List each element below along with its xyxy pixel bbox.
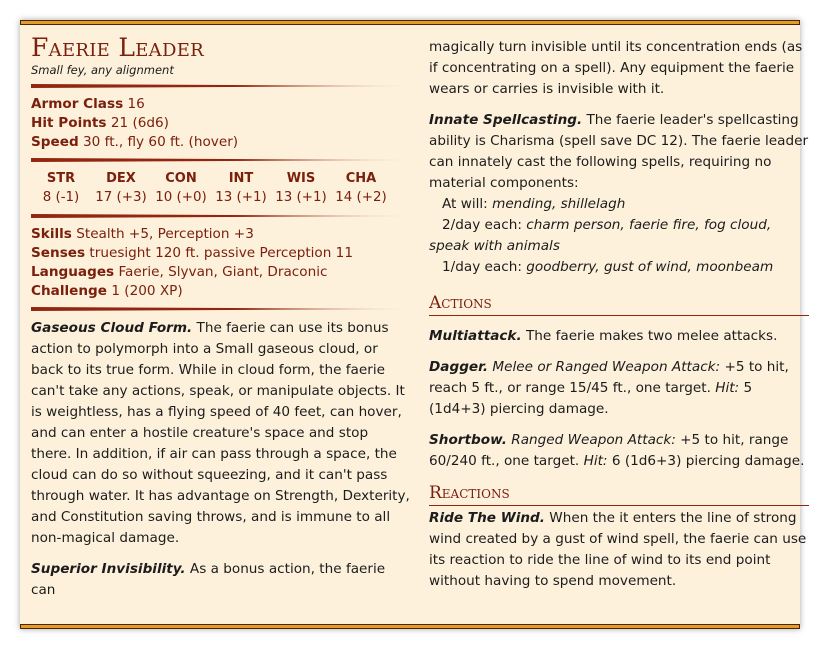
hit-label: Hit: (583, 453, 608, 469)
ability-name: DEX (106, 171, 136, 186)
speed-label: Speed (31, 134, 79, 150)
ability-int (211, 169, 271, 208)
right-column (429, 37, 809, 602)
trait-title: Gaseous Cloud Form. (31, 320, 193, 336)
ability-wis (271, 169, 331, 208)
divider (31, 84, 411, 88)
spell-list: charm person, faerie fire, fog cloud, speak with animals (429, 217, 772, 254)
attack-text: +5 to hit, reach 5 ft., or range 15/45 ft., one target. (429, 359, 789, 396)
trait-gaseous-cloud-form (31, 318, 411, 549)
top-border-bar (20, 20, 800, 25)
reaction-title: Ride The Wind. (429, 510, 545, 526)
armor-class-label: Armor Class (31, 96, 124, 112)
ability-value: 13 (+1) (215, 190, 267, 205)
divider (31, 158, 411, 162)
trait-text: The faerie can use its bonus action to polymorph into a Small gaseous cloud, or back to its true form. While in cloud form, the faerie can't take any actions, speak, or manipulate objects. It is weightless, has a flying speed of 40 feet, can hover, and can enter a hostile creature's space and stop there. In addition, if air can pass through a space, the cloud can do so without squeezing, and it can't pass through water. It has advantage on Strength, Dexterity, and Constitution saving throws, and is immune to all non-magical damage. (31, 320, 410, 546)
skills (31, 225, 411, 244)
ability-dex (91, 169, 151, 208)
trait-superior-invisibility (31, 559, 411, 601)
trait-text: As a bonus action, the faerie can (31, 561, 386, 598)
languages-value: Faerie, Slyvan, Giant, Draconic (118, 264, 328, 280)
attack-type: Ranged Weapon Attack: (511, 432, 676, 448)
monster-name: Faerie Leader (31, 33, 204, 62)
reaction-text: When the it enters the line of strong wind created by a gust of wind spell, the faerie can use its reaction to ride the line of wind to its end point without having to spend movement. (429, 510, 807, 589)
ability-value: 10 (+0) (155, 190, 207, 205)
spell-frequency: At will: (442, 196, 488, 212)
trait-title: Innate Spellcasting. (429, 112, 583, 128)
action-multiattack (429, 326, 809, 347)
action-title: Dagger. (429, 359, 489, 375)
senses (31, 244, 411, 263)
actions-heading: Actions (429, 292, 809, 316)
hit-points (31, 114, 411, 133)
ability-name: WIS (286, 171, 316, 186)
armor-class-value: 16 (127, 96, 145, 112)
damage-text: 5 (1d4+3) piercing damage. (429, 380, 753, 417)
action-title: Shortbow. (429, 432, 507, 448)
ability-scores (31, 169, 411, 208)
skills-label: Skills (31, 226, 72, 242)
ability-name: STR (46, 171, 76, 186)
ability-str (31, 169, 91, 208)
ability-name: CHA (345, 171, 377, 186)
divider (31, 307, 411, 311)
challenge (31, 282, 411, 301)
spell-list: goodberry, gust of wind, moonbeam (526, 259, 774, 275)
speed-value: 30 ft., fly 60 ft. (hover) (83, 134, 239, 150)
challenge-label: Challenge (31, 283, 107, 299)
challenge-value: 1 (200 XP) (111, 283, 183, 299)
languages (31, 263, 411, 282)
action-shortbow (429, 430, 809, 472)
ability-value: 14 (+2) (335, 190, 387, 205)
spell-frequency: 2/day each: (442, 217, 522, 233)
spell-frequency: 1/day each: (442, 259, 522, 275)
monster-subtitle: Small fey, any alignment (31, 63, 174, 77)
divider (31, 214, 411, 218)
trait-title: Superior Invisibility. (31, 561, 186, 577)
speed (31, 133, 411, 152)
armor-class (31, 95, 411, 114)
skills-value: Stealth +5, Perception +3 (76, 226, 254, 242)
damage-text: 6 (1d6+3) piercing damage. (611, 453, 805, 469)
hit-points-value: 21 (6d6) (110, 115, 169, 131)
left-column (31, 33, 411, 611)
trait-text: The faerie leader's spellcasting ability is Charisma (spell save DC 12). The faerie leader can innately cast the following spells, requiring no material components: (429, 112, 809, 191)
action-dagger (429, 357, 809, 420)
languages-label: Languages (31, 264, 115, 280)
bottom-border-bar (20, 624, 800, 629)
spell-line-2-day (429, 215, 809, 257)
ability-value: 13 (+1) (275, 190, 327, 205)
spell-list: mending, shillelagh (492, 196, 626, 212)
spell-line-1-day (429, 257, 809, 278)
stat-block (20, 20, 809, 629)
trait-superior-invisibility-continued: magically turn invisible until its concentration ends (as if concentrating on a spell). Any equipment the faerie wears or carries is invisible with it. (429, 39, 803, 97)
attack-type: Melee or Ranged Weapon Attack: (492, 359, 721, 375)
ability-name: INT (228, 171, 254, 186)
ability-cha (331, 169, 391, 208)
hit-points-label: Hit Points (31, 115, 107, 131)
trait-innate-spellcasting (429, 110, 809, 194)
ability-con (151, 169, 211, 208)
ability-value: 17 (+3) (95, 190, 147, 205)
attack-text: +5 to hit, range 60/240 ft., one target. (429, 432, 789, 469)
ability-name: CON (165, 171, 197, 186)
senses-value: truesight 120 ft. passive Perception 11 (89, 245, 353, 261)
spell-line-at-will (429, 194, 809, 215)
action-text: The faerie makes two melee attacks. (525, 328, 778, 344)
hit-label: Hit: (715, 380, 740, 396)
reaction-ride-the-wind (429, 508, 809, 592)
action-title: Multiattack. (429, 328, 522, 344)
reactions-heading: Reactions (429, 482, 809, 506)
senses-label: Senses (31, 245, 86, 261)
ability-value: 8 (-1) (42, 190, 80, 205)
